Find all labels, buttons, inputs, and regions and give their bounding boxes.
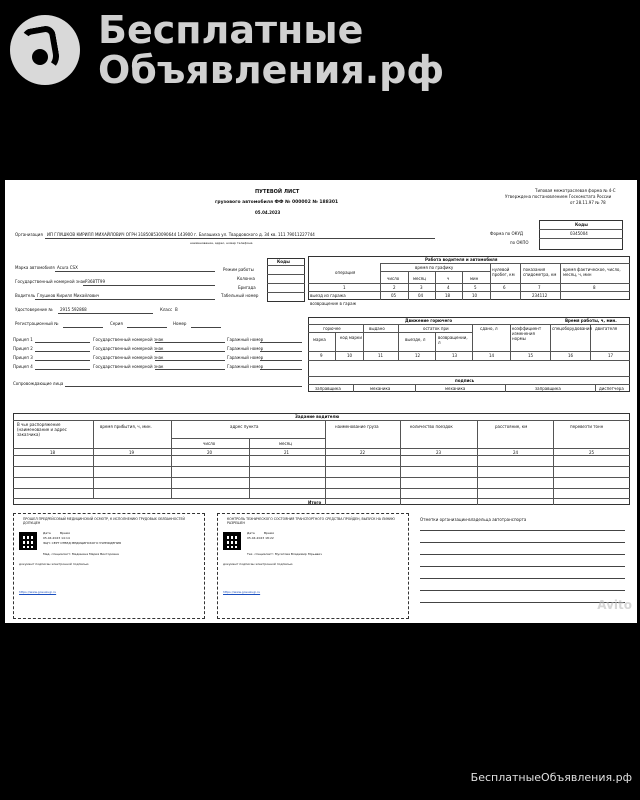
work-r1-operation: выезд из гаража (310, 293, 346, 298)
trailer-3-garage: Гаражный номер (227, 355, 264, 360)
site-logo[interactable] (10, 10, 444, 90)
avito-watermark: Avito (597, 598, 632, 612)
trailer-4-plate: Государственный номерной знак (93, 364, 164, 369)
technical-person: Тех. специалист: Мусатова Владимир Юрьевич (247, 552, 323, 556)
work-title: Работа водителя и автомобиля (425, 257, 498, 262)
task-num-18: 18 (50, 450, 56, 455)
okud-value: 0345004 (570, 231, 588, 236)
medical-title: ПРОШЕЛ ПРЕДРЕЙСОВЫЙ МЕДИЦИНСКИЙ ОСМОТР, К ИСПОЛНЕНИЮ ТРУДОВЫХ ОБЯЗАННОСТЕЙ ДОПУЩЕН (23, 517, 185, 525)
trailer-4-garage: Гаражный номер (227, 364, 264, 369)
trailer-3-label: Прицеп 3 (13, 355, 33, 360)
codes-title: Коды (575, 222, 588, 227)
class-value: B (175, 307, 178, 312)
okpo-label: по ОКПО (510, 240, 529, 245)
fuel-num-15: 15 (528, 353, 534, 358)
footer-watermark[interactable]: БесплатныеОбъявления.рф (470, 771, 632, 784)
task-num-21: 21 (284, 450, 290, 455)
trailer-3-plate: Государственный номерной знак (93, 355, 164, 360)
work-h-day: число (387, 276, 400, 281)
technical-title: КОНТРОЛЬ ТЕХНИЧЕСКОГО СОСТОЯНИЯ ТРАНСПОРТНОГО СРЕДСТВА ПРОЙДЕН, ВЫПУСК НА ЛИНИЮ РАЗРЕШЕН (227, 517, 395, 525)
technical-qr-icon (223, 532, 241, 550)
fuel-h-fuel: горючее (323, 326, 341, 331)
doc-date: 05.04.2023 (255, 210, 281, 215)
sign-col-5: диспетчера (599, 386, 624, 391)
reg-label: Регистрационный № (15, 321, 59, 326)
medical-ep: ЭЦП: СЕРТ ОТВЕД МЕДИЦИНСКОГО УЧРЕЖДЕНИЯ (43, 541, 121, 545)
trailer-2-garage: Гаражный номер (227, 346, 264, 351)
fuel-sub-return: возвращении, л (438, 335, 468, 345)
task-h-address: адрес пункта (230, 424, 259, 429)
column-label: Колонна (237, 276, 255, 281)
task-h-day: число (203, 441, 216, 446)
work-r1-month: 04 (418, 293, 424, 298)
org-caption: наименование, адрес, номер телефона (190, 241, 253, 245)
form-note-3: от 28.11.97 № 78 (570, 200, 606, 205)
fuel-sub-depart: выезде, л (405, 337, 426, 342)
medical-link[interactable]: https://www.gosuslugi.ru (19, 590, 57, 594)
task-h-tons: перевезти тонн (570, 424, 604, 429)
task-num-19: 19 (129, 450, 135, 455)
okud-label: Форма по ОКУД (490, 231, 524, 236)
fuel-num-16: 16 (568, 353, 574, 358)
org-label: Организация (15, 232, 43, 237)
waybill-document (5, 180, 637, 623)
work-h-schedule: время по графику (415, 265, 454, 270)
logo-text (98, 10, 444, 90)
work-num-3: 3 (420, 285, 423, 290)
logo-mark-icon (10, 15, 80, 85)
task-num-20: 20 (207, 450, 213, 455)
marks-title: Отметки организации-владельца автотранспорта (420, 517, 527, 522)
work-h-speedometer: показания спидометра, км (523, 267, 557, 277)
trailer-1-plate: Государственный номерной знак (93, 337, 164, 342)
medical-qr-icon (19, 532, 37, 550)
trailer-1-label: Прицеп 1 (13, 337, 33, 342)
task-h-distance: расстояние, км (495, 424, 528, 429)
fuel-h-special: спецоборудования (552, 326, 592, 331)
sign-col-1: заправщика (315, 386, 341, 391)
technical-signed: документ подписан электронной подписью (223, 562, 293, 566)
work-r1-hour: 18 (445, 293, 451, 298)
task-num-22: 22 (360, 450, 366, 455)
medical-date-label: Дата (43, 531, 51, 535)
trailer-1-garage: Гаражный номер (227, 337, 264, 342)
tab-no-label: Табельный номер (221, 293, 259, 298)
work-mode-label: Режим работы (223, 267, 254, 272)
org-value: ИП ГЛУШКОВ КИРИЛЛ МИХАЙЛОВИЧ ОГРН 318508530090644 143900 г. Балашиха ул. Твардовского д. 34 кв. 111 79011227744 (47, 232, 315, 237)
form-note-2: Утверждена постановлением Госкомстата России (505, 194, 612, 199)
plate-label: Государственный номерной знак (15, 279, 86, 284)
driver-label: Водитель (15, 293, 36, 298)
fuel-num-17: 17 (608, 353, 614, 358)
sign-col-2: механика (370, 386, 391, 391)
technical-link[interactable]: https://www.gosuslugi.ru (223, 590, 261, 594)
medical-datetime: 05.04.2023 14:14 (43, 536, 70, 540)
fuel-sub-code: код марки (340, 335, 362, 340)
medical-person: Мед. специалист: Мединина Мария Викторовна (43, 552, 119, 556)
car-value: Acura CSX (57, 265, 78, 270)
medical-time-label: Время (60, 531, 70, 535)
task-h-trips: количество поездок (410, 424, 453, 429)
work-h-actual: время фактическое, число, месяц, ч, мин (563, 267, 621, 277)
fuel-num-11: 11 (378, 353, 384, 358)
class-label: Класс (160, 307, 173, 312)
car-label: Марка автомобиля (15, 265, 55, 270)
sign-title: подпись (455, 378, 475, 383)
license-label: Удостоверение № (15, 307, 53, 312)
trailer-2-plate: Государственный номерной знак (93, 346, 164, 351)
logo-line-1: Бесплатные (98, 8, 364, 52)
task-h-month: месяц (279, 441, 292, 446)
task-h-cargo: наименование груза (335, 424, 379, 429)
task-num-24: 24 (513, 450, 519, 455)
fuel-h-remainder: остаток при (423, 326, 449, 331)
fuel-h-returned: сдано, л (480, 326, 498, 331)
doc-subtitle: грузового автомобиля ФФ № 000002 № 188301 (215, 200, 339, 205)
work-num-5: 5 (474, 285, 477, 290)
escort-label: Сопровождающие лица (13, 381, 64, 386)
technical-time-label: Время (264, 531, 274, 535)
work-r1-min: 10 (472, 293, 478, 298)
work-r1-day: 05 (391, 293, 397, 298)
sign-col-3: механика (445, 386, 466, 391)
fuel-title: Движение горючего (405, 318, 453, 323)
fuel-h-issued: выдано (369, 326, 385, 331)
work-num-6: 6 (503, 285, 506, 290)
work-r1-speedometer: 234112 (532, 293, 548, 298)
number-label: Номер (173, 321, 187, 326)
fuel-h-engine: двигателя (595, 326, 618, 331)
trailer-2-label: Прицеп 2 (13, 346, 33, 351)
fuel-num-13: 13 (452, 353, 458, 358)
series-label: Серия (110, 321, 123, 326)
work-num-7: 7 (538, 285, 541, 290)
work-r2-operation: возвращение в гараж (310, 301, 357, 306)
license-value: 2915 592868 (60, 307, 87, 312)
technical-date-label: Дата (247, 531, 255, 535)
fuel-num-9: 9 (320, 353, 323, 358)
doc-title: ПУТЕВОЙ ЛИСТ (255, 189, 300, 195)
work-h-zero-run: нулевой пробег, км (492, 267, 515, 277)
work-num-4: 4 (447, 285, 450, 290)
task-num-23: 23 (436, 450, 442, 455)
fuel-num-12: 12 (415, 353, 421, 358)
task-num-25: 25 (589, 450, 595, 455)
sign-col-4: заправщика (535, 386, 561, 391)
work-num-8: 8 (593, 285, 596, 290)
work-num-2: 2 (393, 285, 396, 290)
task-h-customer: В чье распоряжение (наименование и адрес заказчика) (17, 422, 67, 437)
trailer-4-label: Прицеп 4 (13, 364, 33, 369)
fuel-sub-brand: марка (313, 337, 326, 342)
work-h-min: мин (470, 276, 479, 281)
work-num-1: 1 (343, 285, 346, 290)
form-note-1: Типовая межотраслевая форма № 4-С (535, 188, 616, 193)
work-h-hour: ч (447, 276, 450, 281)
work-h-month: месяц (413, 276, 426, 281)
logo-line-2: Объявления.рф (98, 48, 445, 92)
plate-value: Р368ТТ99 (85, 279, 106, 284)
fuel-num-10: 10 (347, 353, 353, 358)
brigade-label: Бригада (238, 285, 256, 290)
task-title: Задание водителю (295, 414, 340, 419)
driver-value: Глушков Кирилл Михайлович (37, 293, 100, 298)
work-h-operation: операция (335, 270, 356, 275)
fuel-num-14: 14 (489, 353, 495, 358)
technical-datetime: 05.04.2023 18:22 (247, 536, 274, 540)
medical-signed: документ подписан электронной подписью (19, 562, 89, 566)
total-label: Итого (308, 500, 322, 505)
small-codes-title: Коды (277, 259, 290, 264)
fuel-h-coefficient: коэффициент изменения нормы (512, 326, 542, 341)
task-h-arrival: время прибытия, ч, мин. (100, 424, 152, 429)
time-title: Время работы, ч, мин. (565, 318, 617, 323)
